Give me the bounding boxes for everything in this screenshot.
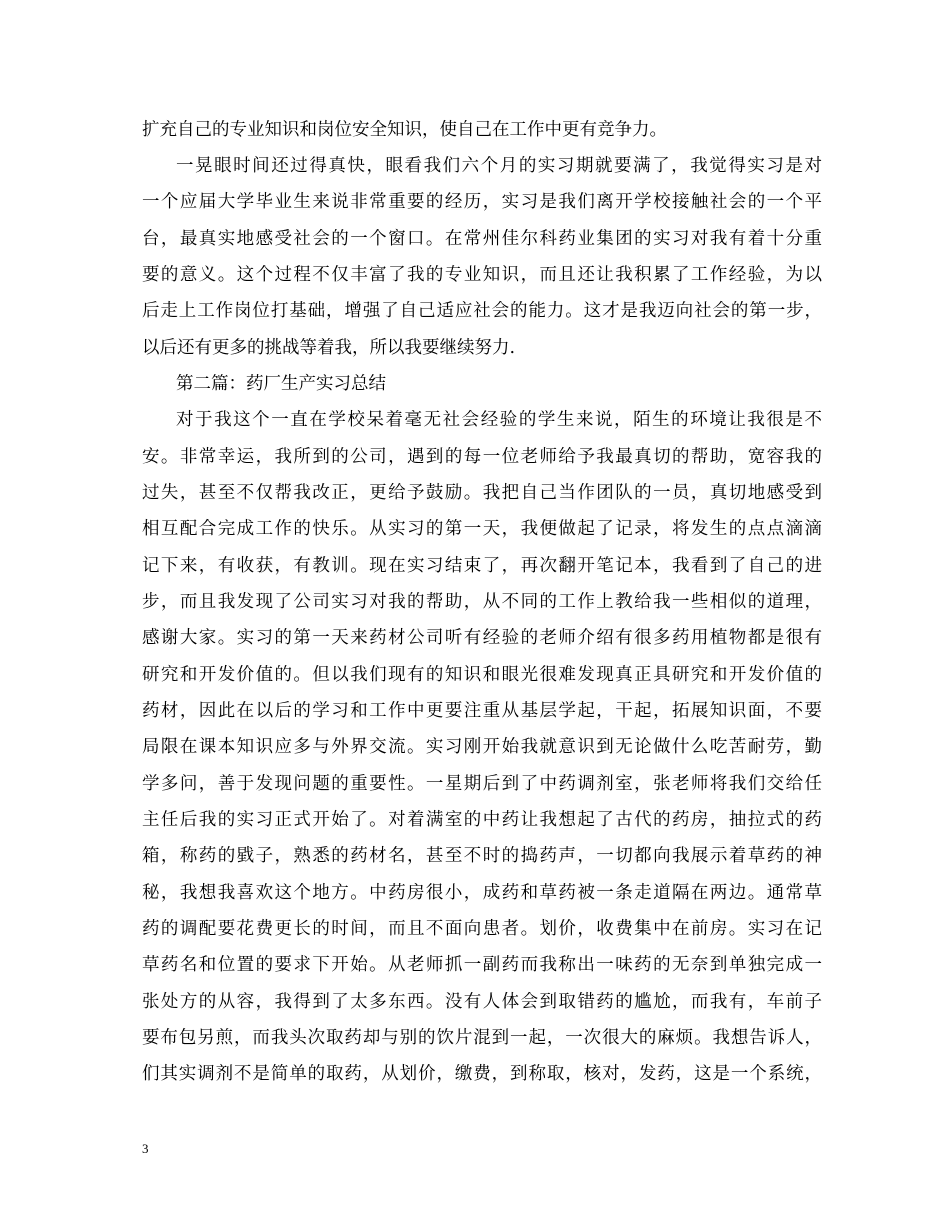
text-line-14: 步，而且我发现了公司实习对我的帮助，从不同的工作上教给我一些相似的道理， <box>142 592 822 612</box>
text-line-23: 药的调配要花费更长的时间，而且不面向患者。划价，收费集中在前房。实习在记 <box>142 919 822 939</box>
text-line-12: 相互配合完成工作的快乐。从实习的第一天，我便做起了记录，将发生的点点滴滴 <box>142 519 822 539</box>
text-line-2: 一晃眼时间还过得真快，眼看我们六个月的实习期就要满了，我觉得实习是对 <box>176 156 822 176</box>
text-line-5: 要的意义。这个过程不仅丰富了我的专业知识，而且还让我积累了工作经验，为以 <box>142 265 822 285</box>
text-line-22: 秘，我想我喜欢这个地方。中药房很小，成药和草药被一条走道隔在两边。通常草 <box>142 883 822 903</box>
text-line-19: 学多问，善于发现问题的重要性。一星期后到了中药调剂室，张老师将我们交给任 <box>142 774 822 794</box>
text-line-1: 扩充自己的专业知识和岗位安全知识，使自己在工作中更有竞争力。 <box>142 120 667 140</box>
text-line-25: 张处方的从容，我得到了太多东西。没有人体会到取错药的尴尬，而我有，车前子 <box>142 992 822 1012</box>
page-number: 3 <box>142 1141 149 1156</box>
text-line-16: 研究和开发价值的。但以我们现有的知识和眼光很难发现真正具研究和开发价值的 <box>142 665 822 685</box>
text-line-27: 们其实调剂不是简单的取药，从划价，缴费，到称取，核对，发药，这是一个系统， <box>142 1064 822 1084</box>
text-line-15: 感谢大家。实习的第一天来药材公司听有经验的老师介绍有很多药用植物都是很有 <box>142 628 822 648</box>
section-heading: 第二篇：药厂生产实习总结 <box>176 374 386 394</box>
text-line-9: 对于我这个一直在学校呆着毫无社会经验的学生来说，陌生的环境让我很是不 <box>176 410 822 430</box>
text-line-3: 一个应届大学毕业生来说非常重要的经历，实习是我们离开学校接触社会的一个平 <box>142 192 822 212</box>
text-line-18: 局限在课本知识应多与外界交流。实习刚开始我就意识到无论做什么吃苦耐劳，勤 <box>142 737 822 757</box>
text-line-24: 草药名和位置的要求下开始。从老师抓一副药而我称出一味药的无奈到单独完成一 <box>142 955 822 975</box>
text-line-13: 记下来，有收获，有教训。现在实习结束了，再次翻开笔记本，我看到了自己的进 <box>142 556 822 576</box>
text-line-4: 台，最真实地感受社会的一个窗口。在常州佳尔科药业集团的实习对我有着十分重 <box>142 229 822 249</box>
text-line-20: 主任后我的实习正式开始了。对着满室的中药让我想起了古代的药房，抽拉式的药 <box>142 810 822 830</box>
text-line-17: 药材，因此在以后的学习和工作中更要注重从基层学起，干起，拓展知识面，不要 <box>142 701 822 721</box>
text-line-26: 要布包另煎，而我头次取药却与别的饮片混到一起，一次很大的麻烦。我想告诉人， <box>142 1028 822 1048</box>
text-line-7: 以后还有更多的挑战等着我，所以我要继续努力. <box>142 338 516 358</box>
text-line-6: 后走上工作岗位打基础，增强了自己适应社会的能力。这才是我迈向社会的第一步， <box>142 301 822 321</box>
text-line-21: 箱，称药的戥子，熟悉的药材名，甚至不时的捣药声，一切都向我展示着草药的神 <box>142 846 822 866</box>
text-line-11: 过失，甚至不仅帮我改正，更给予鼓励。我把自己当作团队的一员，真切地感受到 <box>142 483 822 503</box>
text-line-10: 安。非常幸运，我所到的公司，遇到的每一位老师给予我最真切的帮助，宽容我的 <box>142 447 822 467</box>
